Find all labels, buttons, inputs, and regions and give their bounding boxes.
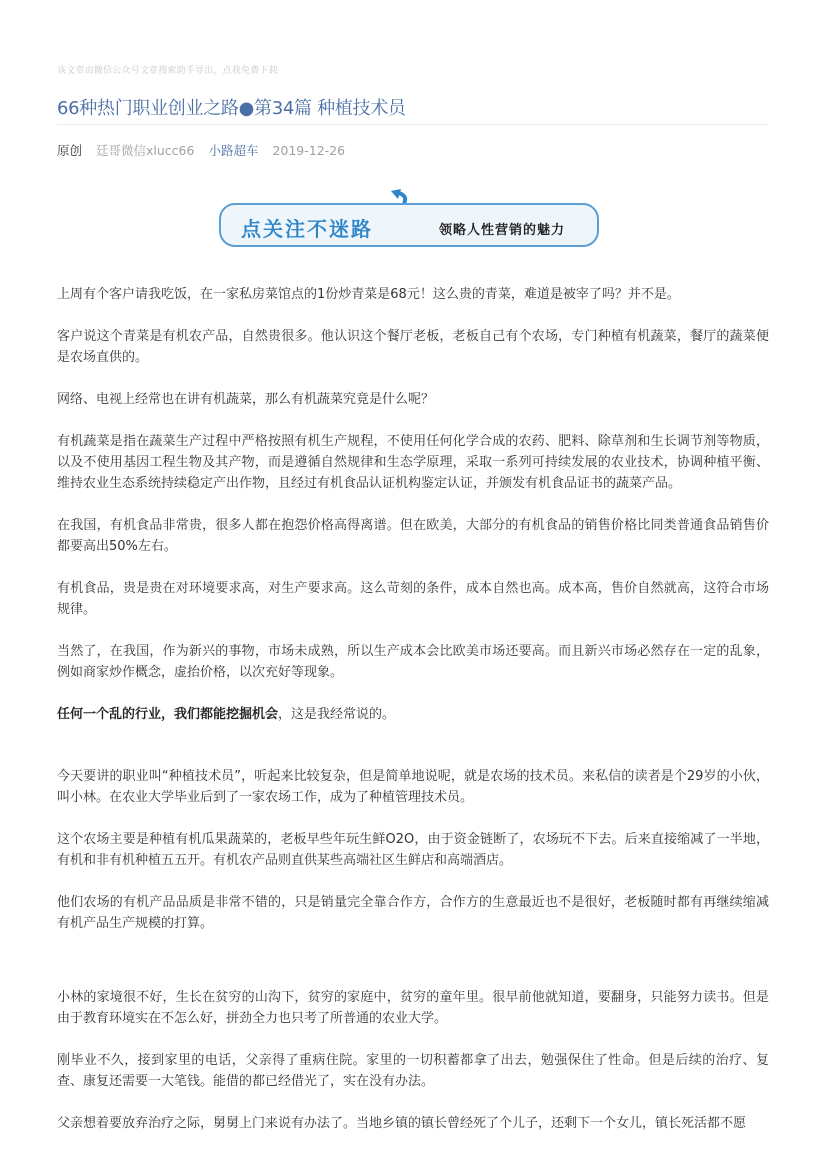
export-note-link[interactable]: 该文章由微信公众号文章搜索助手导出，点我免费下载 [57, 66, 278, 76]
article-body [57, 284, 769, 1155]
paragraph: 他们农场的有机产品品质是非常不错的，只是销量完全靠合作方，合作方的生意最近也不是很好，老板随时都有再继续缩减有机产品生产规模的打算。 [57, 895, 769, 931]
highlight-rest-text: ，这是我经常说的。 [278, 707, 396, 722]
paragraph: 刚毕业不久，接到家里的电话，父亲得了重病住院。家里的一切积蓄都拿了出去，勉强保住了性命。但是后续的治疗、复查、康复还需要一大笔钱。能借的都已经借光了，实在没有办法。 [57, 1053, 769, 1089]
original-badge: 原创 [57, 143, 83, 158]
title-divider [57, 124, 769, 125]
article-meta [57, 141, 355, 159]
paragraph: 客户说这个青菜是有机农产品，自然贵很多。他认识这个餐厅老板，老板自己有个农场，专门种植有机蔬菜，餐厅的蔬菜便是农场直供的。 [57, 329, 769, 365]
paragraph: 这个农场主要是种植有机瓜果蔬菜的，老板早些年玩生鲜O2O，由于资金链断了，农场玩不下去。后来直接缩减了一半地，有机和非有机种植五五开。有机农产品则直供某些高端社区生鲜店和高端酒店。 [57, 832, 769, 868]
follow-banner [219, 187, 603, 251]
publish-date: 2019-12-26 [272, 143, 346, 158]
account-link[interactable]: 小路超车 [208, 143, 259, 158]
paragraph: 在我国，有机食品非常贵，很多人都在抱怨价格高得离谱。但在欧美，大部分的有机食品的销售价格比同类普通食品销售价都要高出50%左右。 [57, 518, 769, 554]
banner-follow-text: 点关注不迷路 [241, 217, 373, 241]
article-title: 66种热门职业创业之路●第34篇 种植技术员 [57, 98, 406, 119]
banner-slogan-text: 领略人性营销的魅力 [439, 223, 566, 238]
highlight-bold-text: 任何一个乱的行业，我们都能挖掘机会 [57, 707, 279, 722]
paragraph: 网络、电视上经常也在讲有机蔬菜，那么有机蔬菜究竟是什么呢？ [57, 392, 435, 407]
paragraph: 当然了，在我国，作为新兴的事物，市场未成熟，所以生产成本会比欧美市场还要高。而且新兴市场必然存在一定的乱象，例如商家炒作概念，虚抬价格，以次充好等现象。 [57, 644, 769, 680]
paragraph: 有机蔬菜是指在蔬菜生产过程中严格按照有机生产规程，不使用任何化学合成的农药、肥料、除草剂和生长调节剂等物质，以及不使用基因工程生物及其产物，而是遵循自然规律和生态学原理，采取一系列可持续发展的农业技术，协调种植平衡、维持农业生态系统持续稳定产出作物，且经过有机食品认证机构鉴定认证，并颁发有机食品证书的蔬菜产品。 [57, 434, 769, 491]
paragraph: 小林的家境很不好，生长在贫穷的山沟下，贫穷的家庭中，贫穷的童年里。很早前他就知道，要翻身，只能努力读书。但是由于教育环境实在不怎么好，拼劲全力也只考了所普通的农业大学。 [57, 990, 769, 1026]
author-name: 廷哥微信xlucc66 [96, 143, 195, 158]
paragraph: 上周有个客户请我吃饭，在一家私房菜馆点的1份炒青菜是68元！这么贵的青菜，难道是被宰了吗？并不是。 [57, 287, 680, 302]
highlight-paragraph [57, 704, 769, 725]
paragraph: 有机食品，贵是贵在对环境要求高，对生产要求高。这么苛刻的条件，成本自然也高。成本高，售价自然就高，这符合市场规律。 [57, 581, 769, 617]
paragraph: 今天要讲的职业叫“种植技术员”，听起来比较复杂，但是简单地说呢，就是农场的技术员。来私信的读者是个29岁的小伙，叫小林。在农业大学毕业后到了一家农场工作，成为了种植管理技术员。 [57, 769, 769, 805]
paragraph: 父亲想着要放弃治疗之际，舅舅上门来说有办法了。当地乡镇的镇长曾经死了个儿子，还剩下一个女儿，镇长死活都不愿 [57, 1116, 747, 1131]
